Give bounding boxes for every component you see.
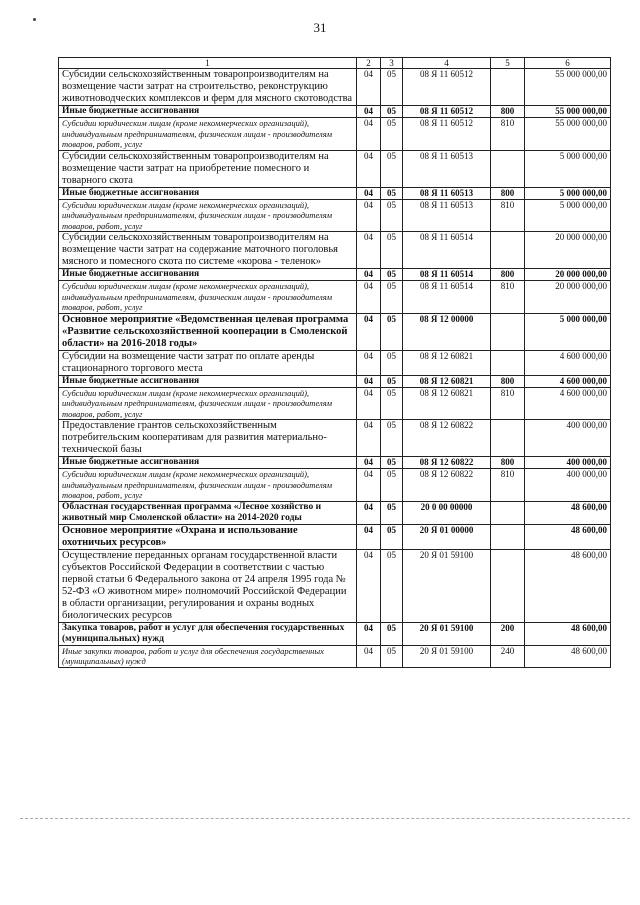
row-cell-c5 [491, 313, 525, 350]
budget-table [58, 57, 611, 668]
row-cell-c4: 08 Я 11 60514 [403, 269, 491, 281]
row-cell-c5 [491, 150, 525, 187]
row-cell-c2: 04 [357, 457, 381, 469]
row-cell-c2: 04 [357, 187, 381, 199]
column-header: 2 [357, 58, 381, 69]
row-cell-c6: 400 000,00 [525, 469, 611, 502]
row-description: Основное мероприятие «Охрана и использование охотничьих ресурсов» [59, 524, 357, 549]
row-cell-c2: 04 [357, 501, 381, 524]
row-cell-c2: 04 [357, 313, 381, 350]
row-cell-c4: 08 Я 11 60513 [403, 199, 491, 232]
column-header: 1 [59, 58, 357, 69]
table-row [59, 387, 611, 420]
row-cell-c5: 810 [491, 118, 525, 151]
table-row [59, 281, 611, 314]
row-cell-c5: 810 [491, 387, 525, 420]
row-cell-c5: 800 [491, 106, 525, 118]
row-cell-c6: 20 000 000,00 [525, 281, 611, 314]
row-cell-c5: 810 [491, 469, 525, 502]
header-row [59, 58, 611, 69]
row-cell-c4: 20 Я 01 59100 [403, 622, 491, 645]
row-description: Закупка товаров, работ и услуг для обеспечения государственных (муниципальных) нужд [59, 622, 357, 645]
row-cell-c6: 48 600,00 [525, 622, 611, 645]
row-cell-c4: 08 Я 11 60512 [403, 106, 491, 118]
row-cell-c2: 04 [357, 622, 381, 645]
table-body [59, 69, 611, 668]
row-cell-c5 [491, 420, 525, 457]
row-cell-c2: 04 [357, 232, 381, 269]
row-cell-c5: 800 [491, 375, 525, 387]
row-cell-c6: 48 600,00 [525, 549, 611, 622]
row-cell-c2: 04 [357, 269, 381, 281]
row-cell-c2: 04 [357, 350, 381, 375]
row-cell-c3: 05 [381, 645, 403, 667]
row-cell-c5: 800 [491, 269, 525, 281]
row-cell-c3: 05 [381, 469, 403, 502]
table-row [59, 350, 611, 375]
table-row [59, 269, 611, 281]
row-cell-c3: 05 [381, 106, 403, 118]
row-cell-c6: 55 000 000,00 [525, 106, 611, 118]
table-row [59, 106, 611, 118]
row-cell-c3: 05 [381, 524, 403, 549]
row-cell-c3: 05 [381, 281, 403, 314]
row-description: Иные бюджетные ассигнования [59, 269, 357, 281]
row-cell-c2: 04 [357, 118, 381, 151]
row-cell-c4: 08 Я 11 60514 [403, 232, 491, 269]
row-cell-c2: 04 [357, 469, 381, 502]
row-cell-c6: 55 000 000,00 [525, 118, 611, 151]
row-description: Областная государственная программа «Лесное хозяйство и животный мир Смоленской области» на 2014-2020 годы [59, 501, 357, 524]
row-cell-c4: 08 Я 12 60822 [403, 457, 491, 469]
row-cell-c3: 05 [381, 69, 403, 106]
row-description: Субсидии юридическим лицам (кроме некоммерческих организаций), индивидуальным предпринимателям, физическим лицам - производителям товаров, работ, услуг [59, 199, 357, 232]
table-row [59, 187, 611, 199]
row-cell-c2: 04 [357, 645, 381, 667]
table-row [59, 420, 611, 457]
row-cell-c3: 05 [381, 187, 403, 199]
table-row [59, 375, 611, 387]
row-cell-c3: 05 [381, 501, 403, 524]
row-cell-c6: 5 000 000,00 [525, 150, 611, 187]
row-cell-c5: 240 [491, 645, 525, 667]
row-cell-c4: 08 Я 11 60513 [403, 187, 491, 199]
row-cell-c4: 08 Я 11 60512 [403, 118, 491, 151]
row-cell-c6: 5 000 000,00 [525, 313, 611, 350]
row-description: Иные бюджетные ассигнования [59, 457, 357, 469]
row-cell-c6: 4 600 000,00 [525, 350, 611, 375]
row-cell-c5: 800 [491, 187, 525, 199]
row-cell-c6: 400 000,00 [525, 420, 611, 457]
row-cell-c4: 20 Я 01 00000 [403, 524, 491, 549]
table-row [59, 524, 611, 549]
row-cell-c3: 05 [381, 549, 403, 622]
row-cell-c4: 08 Я 12 60822 [403, 420, 491, 457]
table-row [59, 457, 611, 469]
row-cell-c4: 08 Я 11 60514 [403, 281, 491, 314]
table-row [59, 69, 611, 106]
row-cell-c3: 05 [381, 150, 403, 187]
table-row [59, 469, 611, 502]
row-cell-c2: 04 [357, 420, 381, 457]
row-cell-c6: 20 000 000,00 [525, 269, 611, 281]
table-row [59, 150, 611, 187]
row-cell-c6: 48 600,00 [525, 524, 611, 549]
row-cell-c5: 810 [491, 281, 525, 314]
row-cell-c6: 55 000 000,00 [525, 69, 611, 106]
row-description: Субсидии сельскохозяйственным товаропроизводителям на возмещение части затрат на строительство, реконструкцию животноводческих комплексов и ферм для мясного скотоводства [59, 69, 357, 106]
row-description: Предоставление грантов сельскохозяйственным потребительским кооперативам для развития материально-технической базы [59, 420, 357, 457]
row-cell-c2: 04 [357, 375, 381, 387]
row-description: Иные бюджетные ассигнования [59, 106, 357, 118]
row-cell-c2: 04 [357, 69, 381, 106]
row-cell-c4: 08 Я 11 60513 [403, 150, 491, 187]
row-cell-c6: 5 000 000,00 [525, 187, 611, 199]
row-cell-c3: 05 [381, 232, 403, 269]
row-cell-c6: 48 600,00 [525, 501, 611, 524]
row-description: Субсидии сельскохозяйственным товаропроизводителям на возмещение части затрат на приобретение помесного и товарного скота [59, 150, 357, 187]
row-cell-c3: 05 [381, 420, 403, 457]
table-row [59, 622, 611, 645]
table-row [59, 232, 611, 269]
row-cell-c4: 20 0 00 00000 [403, 501, 491, 524]
row-cell-c4: 20 Я 01 59100 [403, 645, 491, 667]
row-cell-c2: 04 [357, 150, 381, 187]
row-cell-c3: 05 [381, 269, 403, 281]
table-row [59, 199, 611, 232]
row-cell-c5: 200 [491, 622, 525, 645]
row-cell-c6: 5 000 000,00 [525, 199, 611, 232]
column-header: 6 [525, 58, 611, 69]
row-cell-c5: 800 [491, 457, 525, 469]
row-cell-c5 [491, 524, 525, 549]
row-description: Субсидии сельскохозяйственным товаропроизводителям на возмещение части затрат на содержание маточного поголовья мясного и помесного скота по системе «корова - теленок» [59, 232, 357, 269]
row-cell-c3: 05 [381, 350, 403, 375]
column-header: 5 [491, 58, 525, 69]
row-cell-c5 [491, 549, 525, 622]
page-number: 31 [313, 20, 327, 35]
row-cell-c2: 04 [357, 524, 381, 549]
row-cell-c6: 20 000 000,00 [525, 232, 611, 269]
row-cell-c6: 4 600 000,00 [525, 375, 611, 387]
row-cell-c5: 810 [491, 199, 525, 232]
row-cell-c2: 04 [357, 199, 381, 232]
row-cell-c5 [491, 501, 525, 524]
row-cell-c5 [491, 69, 525, 106]
row-cell-c4: 08 Я 12 60822 [403, 469, 491, 502]
table-row [59, 549, 611, 622]
row-description: Субсидии юридическим лицам (кроме некоммерческих организаций), индивидуальным предпринимателям, физическим лицам - производителям товаров, работ, услуг [59, 281, 357, 314]
row-cell-c4: 08 Я 12 60821 [403, 387, 491, 420]
row-cell-c4: 08 Я 12 00000 [403, 313, 491, 350]
row-cell-c2: 04 [357, 281, 381, 314]
row-cell-c4: 08 Я 11 60512 [403, 69, 491, 106]
table-row [59, 501, 611, 524]
row-cell-c4: 08 Я 12 60821 [403, 350, 491, 375]
row-cell-c5 [491, 232, 525, 269]
row-cell-c2: 04 [357, 549, 381, 622]
row-description: Осуществление переданных органам государственной власти субъектов Российской Федерации в соответствии с частью первой статьи 6 Федерального закона от 24 апреля 1995 года № 52-ФЗ «О животном мире» полномочий Российской Федерации в области организации, регулирования и охраны водных биологических ресурсов [59, 549, 357, 622]
column-header: 3 [381, 58, 403, 69]
row-description: Субсидии юридическим лицам (кроме некоммерческих организаций), индивидуальным предпринимателям, физическим лицам - производителям товаров, работ, услуг [59, 387, 357, 420]
row-description: Субсидии на возмещение части затрат по оплате аренды стационарного торгового места [59, 350, 357, 375]
row-cell-c3: 05 [381, 313, 403, 350]
row-description: Субсидии юридическим лицам (кроме некоммерческих организаций), индивидуальным предпринимателям, физическим лицам - производителям товаров, работ, услуг [59, 469, 357, 502]
row-cell-c3: 05 [381, 118, 403, 151]
column-header: 4 [403, 58, 491, 69]
row-cell-c6: 4 600 000,00 [525, 387, 611, 420]
row-description: Иные бюджетные ассигнования [59, 375, 357, 387]
row-description: Иные бюджетные ассигнования [59, 187, 357, 199]
row-cell-c3: 05 [381, 199, 403, 232]
row-description: Основное мероприятие «Ведомственная целевая программа «Развитие сельскохозяйственной кооперации в Смоленской области» на 2016-2018 годы» [59, 313, 357, 350]
row-cell-c6: 400 000,00 [525, 457, 611, 469]
row-cell-c3: 05 [381, 375, 403, 387]
row-cell-c3: 05 [381, 622, 403, 645]
row-cell-c2: 04 [357, 106, 381, 118]
row-cell-c2: 04 [357, 387, 381, 420]
row-cell-c4: 20 Я 01 59100 [403, 549, 491, 622]
row-cell-c3: 05 [381, 387, 403, 420]
table-row [59, 313, 611, 350]
table-row [59, 118, 611, 151]
row-cell-c3: 05 [381, 457, 403, 469]
page-divider [20, 818, 630, 819]
row-description: Субсидии юридическим лицам (кроме некоммерческих организаций), индивидуальным предпринимателям, физическим лицам - производителям товаров, работ, услуг [59, 118, 357, 151]
table-row [59, 645, 611, 667]
row-description: Иные закупки товаров, работ и услуг для обеспечения государственных (муниципальных) нужд [59, 645, 357, 667]
row-cell-c5 [491, 350, 525, 375]
row-cell-c6: 48 600,00 [525, 645, 611, 667]
row-cell-c4: 08 Я 12 60821 [403, 375, 491, 387]
